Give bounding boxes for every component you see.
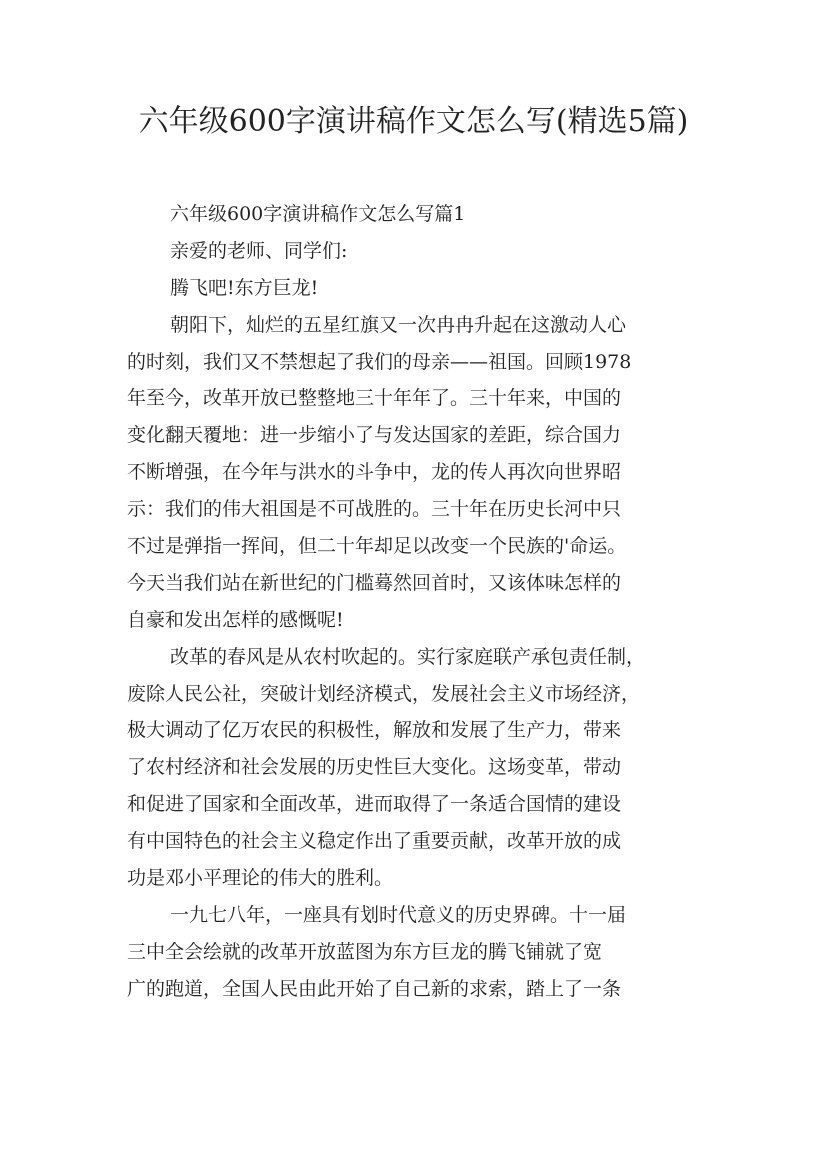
text-line: 不断增强，在今年与洪水的斗争中，龙的传人再次向世界昭 bbox=[127, 461, 622, 484]
text-line: 的时刻，我们又不禁想起了我们的母亲——祖国。回顾1978 bbox=[127, 350, 632, 373]
text-line: 废除人民公社，突破计划经济模式，发展社会主义市场经济， bbox=[127, 682, 641, 705]
text-line: 广的跑道，全国人民由此开始了自己新的求索，踏上了一条 bbox=[127, 977, 622, 1000]
text-line: 了农村经济和社会发展的历史性巨大变化。这场变革，带动 bbox=[127, 756, 622, 779]
text-line: 一九七八年，一座具有划时代意义的历史界碑。十一届 bbox=[170, 903, 627, 926]
document-body bbox=[127, 196, 717, 1008]
text-line: 不过是弹指一挥间，但二十年却足以改变一个民族的'命运。 bbox=[127, 535, 627, 558]
text-line: 今天当我们站在新世纪的门槛蓦然回首时，又该体味怎样的 bbox=[127, 571, 622, 594]
text-line: 示：我们的伟大祖国是不可战胜的。三十年在历史长河中只 bbox=[127, 498, 622, 521]
text-line: 变化翻天覆地：进一步缩小了与发达国家的差距，综合国力 bbox=[127, 424, 622, 447]
text-line: 六年级600字演讲稿作文怎么写篇1 bbox=[170, 203, 466, 225]
text-line: 改革的春风是从农村吹起的。实行家庭联产承包责任制， bbox=[170, 645, 646, 668]
text-line: 亲爱的老师、同学们: bbox=[170, 239, 348, 262]
text-line: 腾飞吧!东方巨龙! bbox=[170, 276, 319, 299]
text-line: 年至今，改革开放已整整地三十年年了。三十年来，中国的 bbox=[127, 387, 622, 410]
document-title: 六年级600字演讲稿作文怎么写(精选5篇) bbox=[138, 104, 689, 139]
text-line: 三中全会绘就的改革开放蓝图为东方巨龙的腾飞铺就了宽 bbox=[127, 940, 603, 963]
text-line: 自豪和发出怎样的感慨呢! bbox=[127, 608, 344, 631]
text-line: 有中国特色的社会主义稳定作出了重要贡献，改革开放的成 bbox=[127, 830, 622, 853]
text-line: 功是邓小平理论的伟大的胜利。 bbox=[127, 867, 394, 890]
text-line: 朝阳下，灿烂的五星红旗又一次冉冉升起在这激动人心 bbox=[170, 313, 627, 336]
text-line: 极大调动了亿万农民的积极性，解放和发展了生产力，带来 bbox=[127, 719, 622, 742]
text-line: 和促进了国家和全面改革，进而取得了一条适合国情的建设 bbox=[127, 793, 622, 816]
